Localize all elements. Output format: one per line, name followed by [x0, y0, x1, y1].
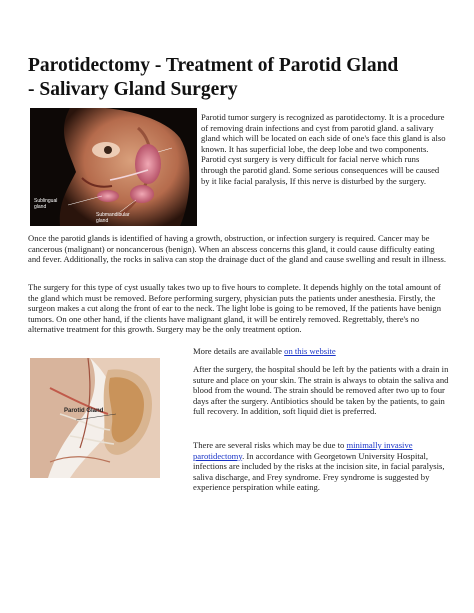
risks-text-before: There are several risks which may be due to: [193, 440, 347, 450]
sublingual-gland-label: Sublingual gland: [34, 198, 58, 210]
minimally-invasive-parotidectomy-link[interactable]: minimally invasive parotidectomy: [193, 440, 413, 461]
paragraph-risks: [193, 440, 451, 493]
submandibular-gland-label: Submandibular gland: [96, 212, 130, 224]
website-link[interactable]: on this website: [284, 346, 336, 356]
paragraph-intro: Parotid tumor surgery is recognized as parotidectomy. It is a procedure of removing drain infections and cyst from parotid gland. a salivary gland which will be located on each side of one's face this gland is also known. It has superficial lobe, the deep lobe and two components. Parotid cyst surgery is very difficult for facial nerve which runs through the parotid gland. Some serious consequences will be caused by it like facial paralysis, If this nerve is disturbed by the surgery.: [201, 112, 446, 186]
parotid-anatomy-image: [30, 358, 160, 478]
more-details-line: [193, 346, 453, 357]
title-line-1: Parotidectomy - Treatment of Parotid Gland: [28, 55, 399, 76]
risks-text-after: . In accordance with Georgetown University Hospital, infections are included by the risks at the incision site, in facial paralysis, saliva discharge, and Frey syndrome. Frey syndrome is suggested by experience perspiration while eating.: [193, 450, 445, 493]
page-title: [28, 54, 448, 102]
title-line-2: - Salivary Gland Surgery: [28, 79, 238, 100]
paragraph-indications: Once the parotid glands is identified of having a growth, obstruction, or infection surgery is required. Cancer may be cancerous (malignant) or noncancerous (benign). When an abscess concerns this gland, it could cause difficulty eating and fever. Additionally, the rocks in saliva can stop the drainage duct of the gland and cause swelling and result in illness.: [28, 233, 447, 265]
more-details-text: More details are available: [193, 346, 285, 356]
parotid-gland-label: Parotid Gland: [64, 408, 104, 414]
parotid-gland-illustration: [30, 358, 160, 478]
salivary-glands-illustration: [30, 108, 197, 226]
paragraph-procedure: The surgery for this type of cyst usually takes two up to five hours to complete. It depends highly on the total amount of the gland which must be removed. Before performing surgery, physician puts the patients under anesthesia. Firstly, the surgeon makes a cut along the front of ear to the neck. The light lobe is going to be removed, If the patients have benign tumors. On one other hand, if the clients have malignant gland, it will be entirely removed. Regrettably, there's no alternative treatment for this growth. Surgery may be the only treatment option.: [28, 282, 442, 335]
paragraph-recovery: After the surgery, the hospital should be left by the patients with a drain in suture and place on your skin. The strain is always to obtain the saliva and blood from the wound. The strain should be removed after two up to four days after the surgery. Antibiotics should be taken by the patients, to gain full recovery. In addition, soft liquid diet is preferred.: [193, 364, 449, 417]
